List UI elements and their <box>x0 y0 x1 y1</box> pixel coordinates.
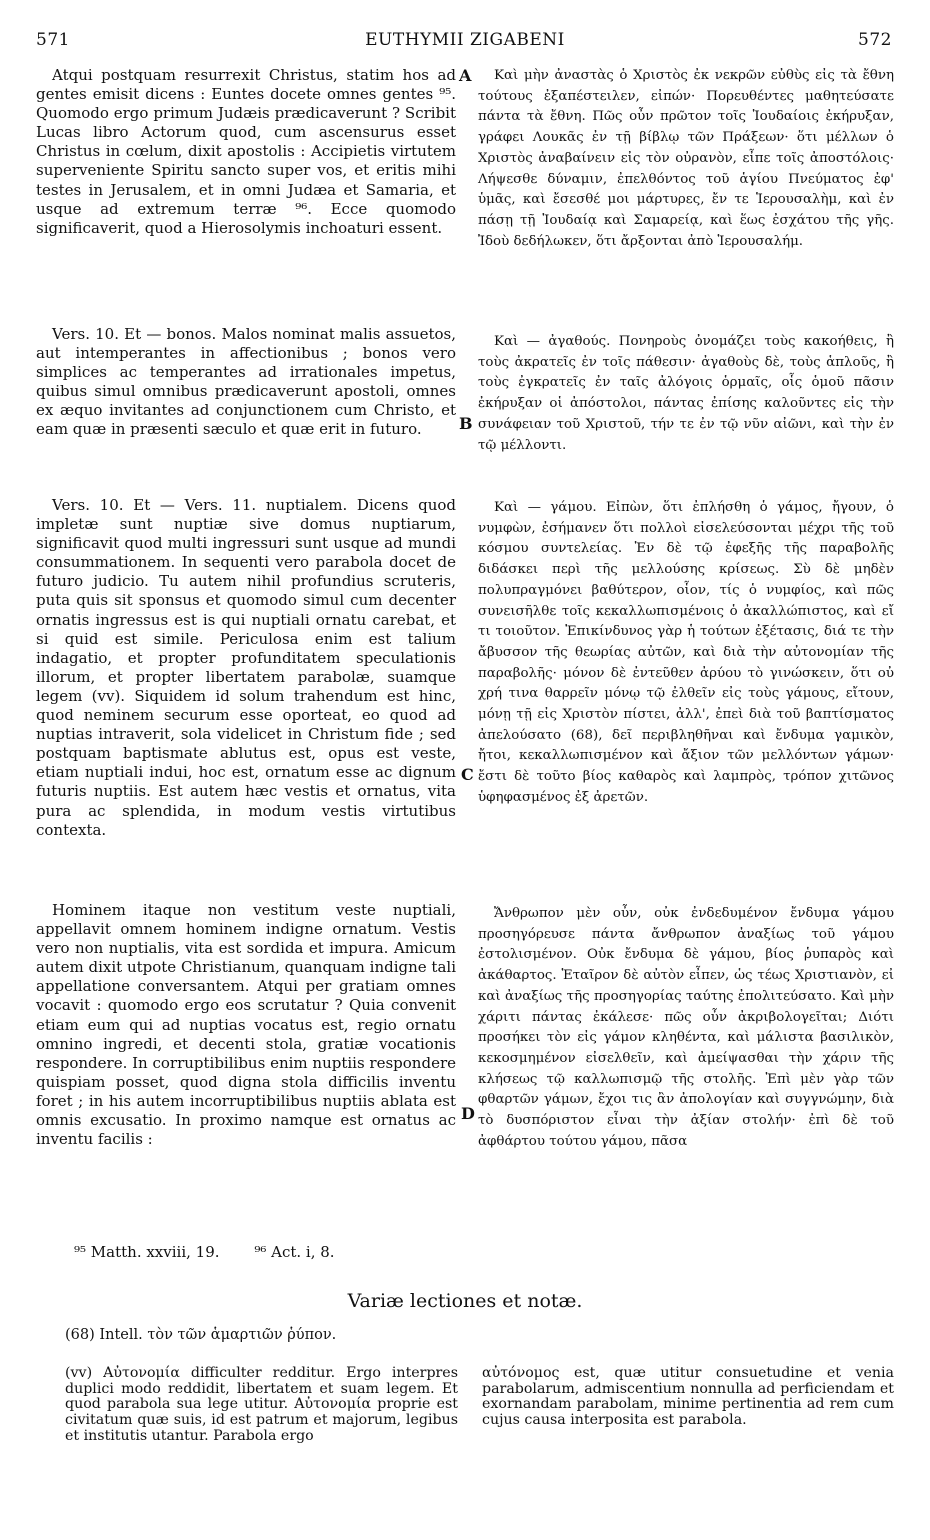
greek-paragraph-3: Καὶ — γάμου. Εἰπὼν, ὅτι ἐπλήσθη ὁ γάμος, ἤγουν, ὁ νυμφὼν, ἐσήμανεν ὅτι πολλοὶ εἰσελεύσονται μέχρι τῆς τοῦ κόσμου συντελείας. Ἐν δὲ τῷ ἐφεξῆς τῆς παραβολῆς διδάσκει περὶ τῆς μελλούσης κρίσεως. Σὺ δὲ μηδὲν πολυπραγμόνει βαθύτερον, οἷον, τίς ὁ νυμφίος, καὶ πῶς συνεισῆλθε τοῖς κεκαλλωπισμένοις ὁ ἀκαλλώπιστος, καὶ εἴ τι τοιοῦτον. Ἐπικίνδυνος γὰρ ἡ τούτων ἐξέτασις, διά τε τὴν ἄβυσσον τῆς θεωρίας αὐτῶν, καὶ διὰ τὴν αὐτονομίαν τῆς παραβολῆς· μόνον δὲ ἐντεῦθεν ἀρύου τὸ γινώσκειν, ὅτι οὐ χρή τινα θαρρεῖν μόνῳ τῷ ἐλθεῖν εἰς τοὺς γάμους, εἴτουν, μόνῃ τῇ εἰς Χριστὸν πίστει, ἀλλ', ἐπεὶ διὰ τοῦ βαπτίσματος ἀπελούσατο (68), δεῖ περιβληθῆναι καὶ ἔνδυμα γαμικὸν, ἤτοι, κεκαλλωπισμένον καὶ ἄξιον τῶν μελλόντων γάμων· ἔστι δὲ τοῦτο βίος καθαρὸς καὶ λαμπρὸς, τρόπον χιτῶνος ὑφηφασμένος ἐξ ἀρετῶν. <box>478 500 894 805</box>
latin-paragraph-4: Hominem itaque non vestitum veste nuptiali, appellavit omnem hominem indigne ornatum. Vestis vero non nuptialis, vita est sordida et impura. Amicum autem dixit utpote Christianum, quanquam indigne tali appellatione conversantem. Atqui per gratiam omnes vocavit : quomodo ergo eos scrutatur ? Quia convenit etiam eum qui ad nuptias vocatus est, regio ornatu omnino ingredi, et decenti stola, gratiæ vocationis respondere. In corruptibilibus enim nuptiis respondere quispiam posset, quod digna stola difficilis inventu foret ; in his autem incorruptibilibus nuptiis ablata est omnis excusatio. In proximo namque est ornatus ac inventu facilis : <box>36 901 456 1149</box>
margin-letter-a: A <box>459 66 472 85</box>
variae-lectiones-heading: Variæ lectiones et notæ. <box>347 1290 583 1312</box>
margin-letter-b: B <box>459 414 473 433</box>
margin-letter-c: C <box>461 765 474 784</box>
page-number-right: 572 <box>858 30 892 50</box>
latin-paragraph-3: Vers. 10. Et — Vers. 11. nuptialem. Dicens quod impletæ sunt nuptiæ sive domus nuptiarum, significavit quod multi ingressuri sunt usque ad mundi consummationem. In sequenti vero parabola docet de futuro judicio. Tu autem nihil profundius scruteris, puta quis sit sponsus et quomodo simul cum decenter ornatis ingressus est is qui nuptiali ornatu carebat, et si quid est simile. Periculosa enim est talium indagatio, et propter profunditatem speculationis illorum, et propter libertatem parabolæ, suamque legem (vv). Siquidem id solum trahendum est hinc, quod neminem securum esse oporteat, eo quod ad nuptias intraverit, sola videlicet in Christum fide ; sed postquam baptismate ablutus est, opus est veste, etiam nuptiali indui, hoc est, ornatum esse ac dignum futuris nuptiis. Est autem hæc vestis et ornatus, vita pura ac splendida, in modum vestis virtutibus contexta. <box>36 496 456 839</box>
greek-paragraph-2: Καὶ — ἀγαθούς. Πονηροὺς ὀνομάζει τοὺς κακοήθεις, ἢ τοὺς ἀκρατεῖς ἐν τοῖς πάθεσιν· ἀγαθοὺς δὲ, τοὺς ἁπλοῦς, ἢ τοὺς ἐγκρατεῖς ἐν ταῖς ἀλόγοις ὁρμαῖς, οἷς ὁμοῦ πᾶσιν ἐκήρυξαν οἱ ἀπόστολοι, πάντας ἐπίσης καλοῦντες εἰς τὴν συνάφειαν τοῦ Χριστοῦ, τήν τε ἐν τῷ νῦν αἰῶνι, καὶ τὴν ἐν τῷ μέλλοντι. <box>478 334 894 453</box>
running-title: EUTHYMII ZIGABENI <box>365 30 565 50</box>
note-vv-right: αὐτόνομος est, quæ utitur consuetudine et venia parabolarum, admiscentium nonnulla ad perficiendam et exornandam parabolam, minime pertinentia ad rem cum cujus causa interposita est parabola. <box>482 1365 894 1429</box>
footnotes <box>74 1243 365 1261</box>
greek-paragraph-4: Ἄνθρωπον μὲν οὖν, οὐκ ἐνδεδυμένον ἔνδυμα γάμου προσηγόρευσε πάντα ἄνθρωπον ἀναξίως τοῦ γάμου ἐστολισμένον. Οὐκ ἔνδυμα δὲ γάμου, βίος ῥυπαρὸς καὶ ἀκάθαρτος. Ἑταῖρον δὲ αὐτὸν εἶπεν, ὡς τέως Χριστιανὸν, εἰ καὶ ἀναξίως τῆς προσηγορίας ταύτης ἐπολιτεύσατο. Καὶ μὴν χάριτι πάντας ἐκάλεσε· πῶς οὖν ἀκριβολογεῖται; Διότι προσήκει τὸν εἰς γάμον κληθέντα, καὶ μάλιστα βασιλικὸν, κεκοσμημένον εἰσελθεῖν, καὶ ἀμείψασθαι τὴν χάριν τῆς κλήσεως τῷ καλλωπισμῷ τῆς στολῆς. Ἐπὶ μὲν γὰρ τῶν φθαρτῶν γάμων, ἔχοι τις ἂν ἀπολογίαν καὶ συγγνώμην, διὰ τὸ δυσπόριστον εἶναι τὴν ἀξίαν στολήν· ἐπὶ δὲ τοῦ ἀφθάρτου τούτου γάμου, πᾶσα <box>478 906 894 1149</box>
latin-column <box>36 66 456 1149</box>
latin-paragraph-1: Atqui postquam resurrexit Christus, statim hos ad gentes emisit dicens : Euntes docete omnes gentes ⁹⁵. Quomodo ergo primum Judæis prædicaverunt ? Scribit Lucas libro Actorum quod, cum ascensurus esset Christus in cœlum, dixit apostolis : Accipietis virtutem superveniente Spiritu sancto super vos, et eritis mihi testes in Jerusalem, et in omni Judæa et Samaria, et usque ad extremum terræ ⁹⁶. Ecce quomodo significaverit, quod a Hierosolymis inchoaturi essent. <box>36 66 456 237</box>
running-header <box>0 30 930 60</box>
note-vv-left: (vv) Αὐτονομία difficulter redditur. Ergo interpres duplici modo reddidit, libertatem et suam legem. Et quod parabola sua lege utitur. Αὐτονομία proprie est civitatum quæ suis, id est patrum et majorum, legibus et institutis utantur. Parabola ergo <box>65 1365 458 1444</box>
page-number-left: 571 <box>36 30 70 50</box>
footnote-95: ⁹⁵ Matth. xxviii, 19. <box>74 1243 220 1261</box>
greek-paragraph-1: Καὶ μὴν ἀναστὰς ὁ Χριστὸς ἐκ νεκρῶν εὐθὺς εἰς τὰ ἔθνη τούτους ἐξαπέστειλεν, εἰπών· Πορευθέντες μαθητεύσατε πάντα τὰ ἔθνη. Πῶς οὖν πρῶτον τοῖς Ἰουδαίοις ἐκήρυξαν, γράφει Λουκᾶς ἐν τῇ βίβλῳ τῶν Πράξεων· ὅτι μέλλων ὁ Χριστὸς ἀναβαίνειν εἰς τὸν οὐρανὸν, εἶπε τοῖς ἀποστόλοις· Λήψεσθε δύναμιν, ἐπελθόντος τοῦ ἁγίου Πνεύματος ἐφ' ὑμᾶς, καὶ ἔσεσθέ μοι μάρτυρες, ἔν τε Ἱερουσαλὴμ, καὶ ἐν πάσῃ τῇ Ἰουδαίᾳ καὶ Σαμαρείᾳ, καὶ ἕως ἐσχάτου τῆς γῆς. Ἰδοὺ δεδήλωκεν, ὅτι ἄρξονται ἀπὸ Ἱερουσαλήμ. <box>478 68 894 249</box>
footnote-96: ⁹⁶ Act. i, 8. <box>254 1243 335 1261</box>
latin-paragraph-2: Vers. 10. Et — bonos. Malos nominat malis assuetos, aut intemperantes in affectionibus ; bonos vero simplices ac temperantes ad irrationales impetus, quibus simul omnibus prædicaverunt apostoli, omnes ex æquo invitantes ad conjunctionem cum Christo, et eam quæ in præsenti sæculo et quæ erit in futuro. <box>36 325 456 439</box>
greek-column <box>478 66 894 1152</box>
note-68: (68) Intell. τὸν τῶν ἁμαρτιῶν ῥύπον. <box>65 1327 337 1343</box>
margin-letter-d: D <box>461 1104 475 1123</box>
